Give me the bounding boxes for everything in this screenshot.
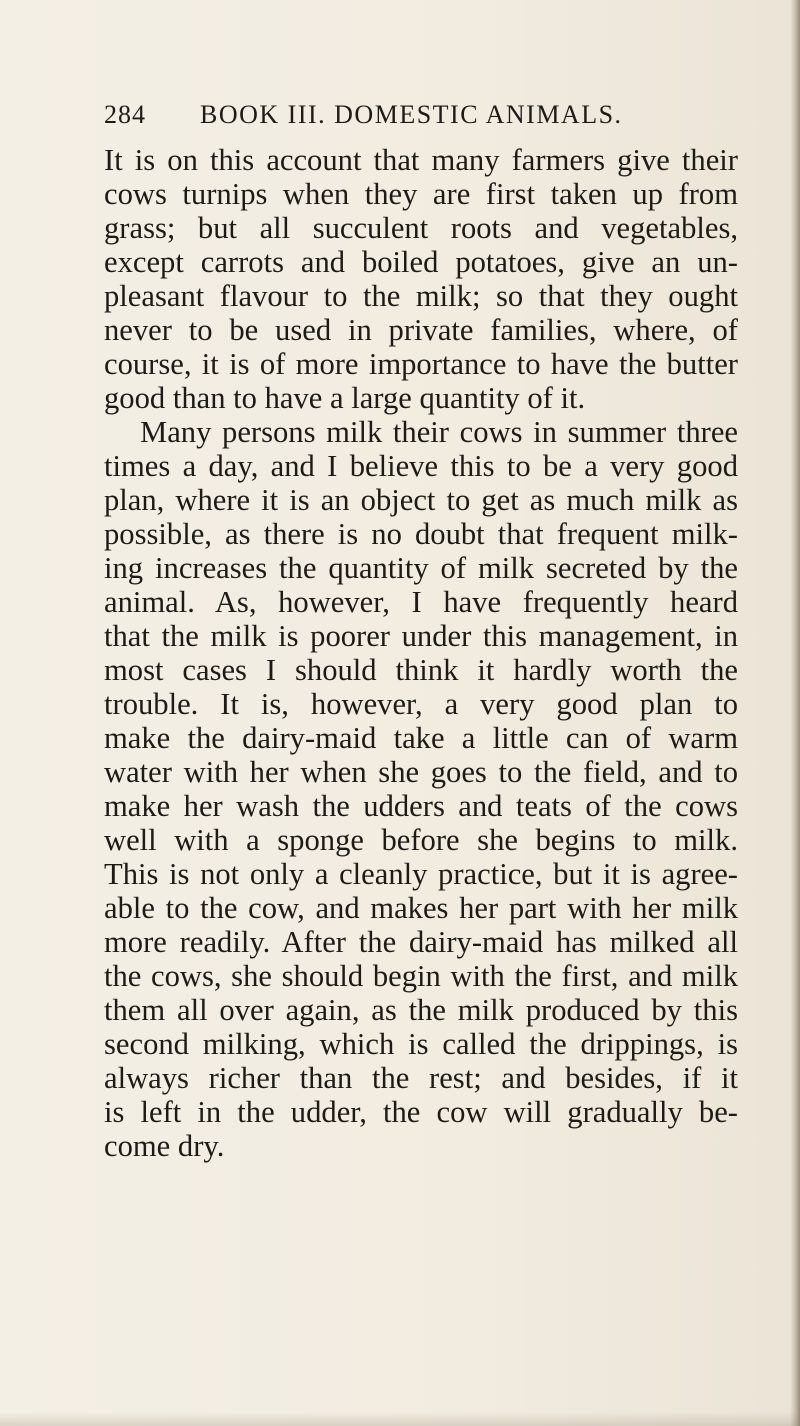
text-line: make her wash the udders and teats of the cows — [104, 789, 738, 823]
text-line: trouble. It is, however, a very good plan to — [104, 687, 738, 721]
text-line: is left in the udder, the cow will gradually be- — [104, 1095, 738, 1129]
text-line: never to be used in private families, where, of — [104, 313, 738, 347]
text-line: that the milk is poorer under this management, in — [104, 619, 738, 653]
text-line: good than to have a large quantity of it. — [104, 381, 586, 415]
text-line: water with her when she goes to the field, and to — [104, 755, 738, 789]
text-line: animal. As, however, I have frequently heard — [104, 585, 738, 619]
text-line: Many persons milk their cows in summer three — [140, 415, 738, 449]
text-line: except carrots and boiled potatoes, give an un- — [104, 245, 738, 279]
text-line: This is not only a cleanly practice, but it is agree- — [104, 857, 738, 891]
text-line: them all over again, as the milk produced by this — [104, 993, 738, 1027]
text-line: well with a sponge before she begins to milk. — [104, 823, 738, 857]
body-text — [104, 143, 738, 1163]
text-line: It is on this account that many farmers give their — [104, 143, 738, 177]
text-line: able to the cow, and makes her part with her milk — [104, 891, 738, 925]
page-bottom-shadow — [0, 1412, 800, 1426]
text-line: cows turnips when they are first taken up from — [104, 177, 738, 211]
running-head: BOOK III. DOMESTIC ANIMALS. — [200, 100, 623, 129]
text-line: possible, as there is no doubt that frequent milk- — [104, 517, 738, 551]
text-line: come dry. — [104, 1129, 225, 1163]
text-line: the cows, she should begin with the first, and milk — [104, 959, 738, 993]
text-line: most cases I should think it hardly worth the — [104, 653, 738, 687]
page-edge-shadow — [790, 0, 800, 1426]
page-header — [104, 100, 664, 140]
text-line: make the dairy-maid take a little can of warm — [104, 721, 738, 755]
text-line: ing increases the quantity of milk secreted by the — [104, 551, 738, 585]
text-line: more readily. After the dairy-maid has milked all — [104, 925, 738, 959]
text-line: course, it is of more importance to have the butter — [104, 347, 738, 381]
text-line: always richer than the rest; and besides, if it — [104, 1061, 738, 1095]
text-line: second milking, which is called the drippings, is — [104, 1027, 738, 1061]
text-line: grass; but all succulent roots and vegetables, — [104, 211, 738, 245]
text-line: times a day, and I believe this to be a very good — [104, 449, 738, 483]
page-number: 284 — [104, 100, 146, 129]
text-line: pleasant flavour to the milk; so that they ought — [104, 279, 738, 313]
text-line: plan, where it is an object to get as much milk as — [104, 483, 738, 517]
